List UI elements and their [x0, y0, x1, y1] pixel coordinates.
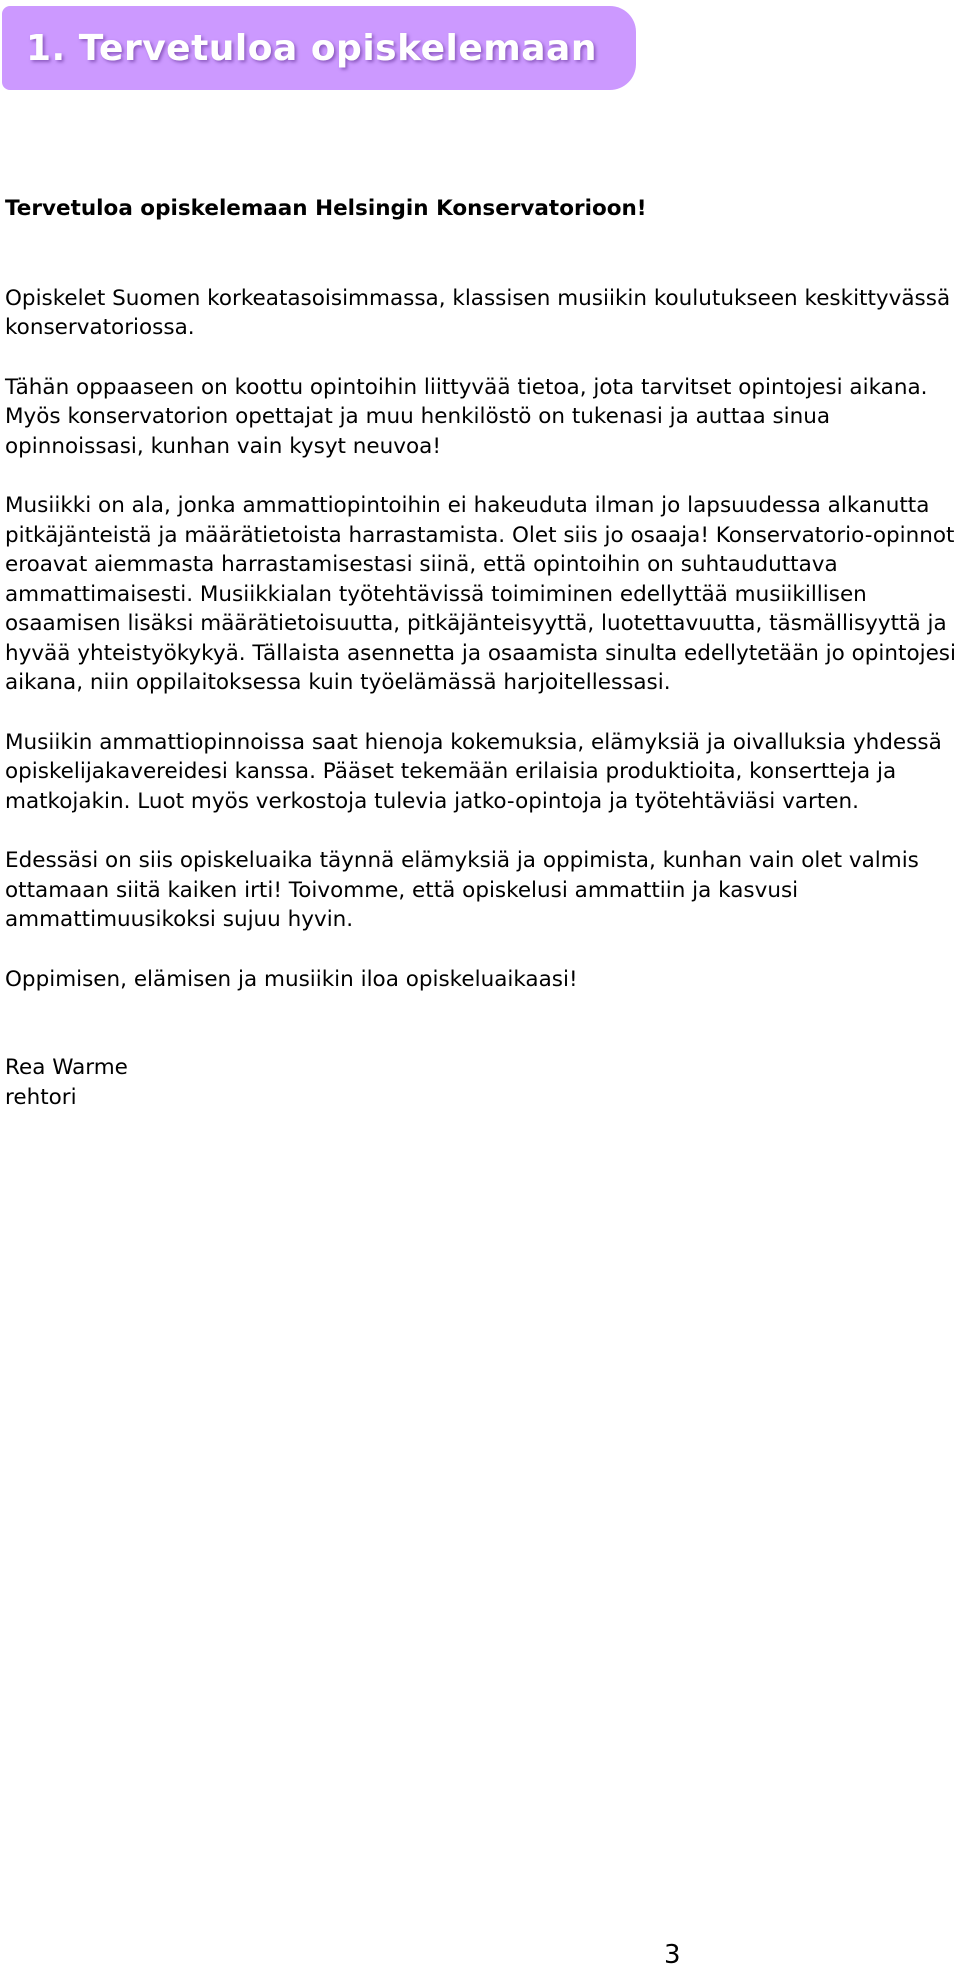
page-number: 3 [664, 1940, 681, 1970]
chapter-title: 1. Tervetuloa opiskelemaan [26, 27, 597, 69]
signature-role: rehtori [5, 1084, 77, 1110]
signature-name: Rea Warme [5, 1055, 128, 1080]
paragraph-music-field: Musiikki on ala, jonka ammattiopintoihin ei hakeuduta ilman jo lapsuudessa alkanutta pitkäjänteistä ja määrätietoista harrastamista. Olet siis jo osaaja! Konservatorio-opinnot eroavat aiemmasta harrastamisestasi siinä, että opintoihin on suhtauduttava ammattimaisesti. Musiikkialan työtehtävissä toimiminen edellyttää musiikillisen osaamisen lisäksi määrätietoisuutta, pitkäjänteisyyttä, luotettavuutta, täsmällisyyttä ja hyvää yhteistyökykyä. Tällaista asennetta ja osaamista sinulta edellytetään jo opintojesi aikana, niin oppilaitoksessa kuin työelämässä harjoitellessasi. [5, 493, 956, 695]
paragraph-guide: Tähän oppaaseen on koottu opintoihin liittyvää tietoa, jota tarvitset opintojesi aikana. Myös konservatorion opettajat ja muu henkilöstö on tukenasi ja auttaa sinua opinnoissasi, kunhan vain kysyt neuvoa! [5, 374, 928, 459]
letter-body [5, 194, 957, 1112]
chapter-banner [2, 6, 636, 90]
paragraph-intro: Opiskelet Suomen korkeatasoisimmassa, klassisen musiikin koulutukseen keskittyvässä konservatoriossa. [5, 285, 951, 340]
closing-line: Oppimisen, elämisen ja musiikin iloa opiskeluaikaasi! [5, 966, 578, 992]
paragraph-experiences: Musiikin ammattiopinnoissa saat hienoja kokemuksia, elämyksiä ja oivalluksia yhdessä opiskelijakavereidesi kanssa. Pääset tekemään erilaisia produktioita, konsertteja ja matkojakin. Luot myös verkostoja tulevia jatko-opintoja ja työtehtäviäsi varten. [5, 729, 942, 814]
welcome-heading: Tervetuloa opiskelemaan Helsingin Konservatorioon! [5, 196, 647, 221]
signature [5, 1053, 957, 1112]
paragraph-study-time: Edessäsi on siis opiskeluaika täynnä elämyksiä ja oppimista, kunhan vain olet valmis ottamaan siitä kaiken irti! Toivomme, että opiskelusi ammattiin ja kasvusi ammattimuusikoksi sujuu hyvin. [5, 848, 919, 932]
